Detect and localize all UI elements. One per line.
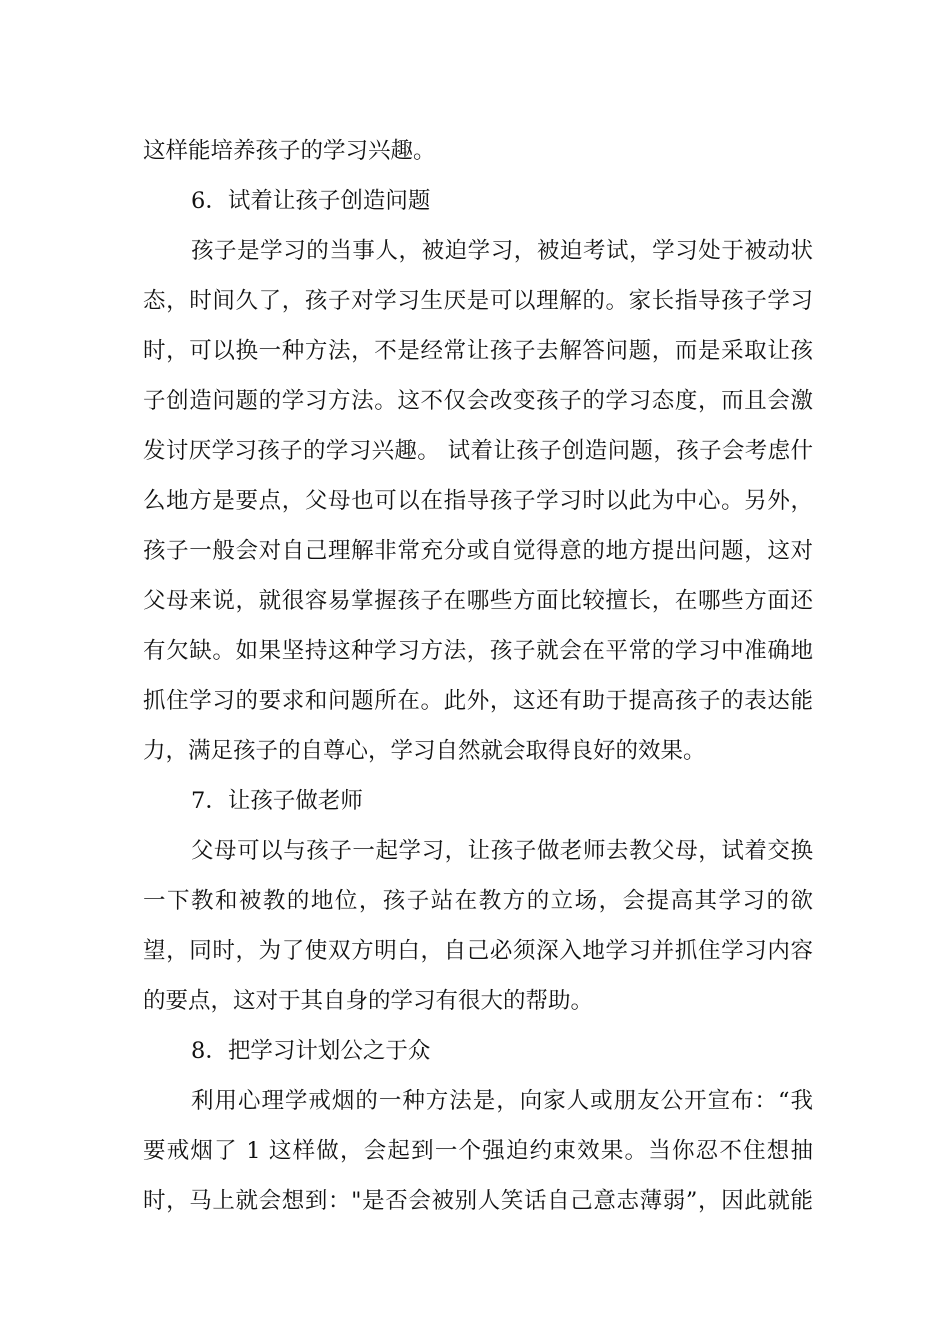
paragraph-line: 望，同时，为了使双方明白，自己必须深入地学习并抓住学习内容 xyxy=(143,938,813,964)
paragraph-line: 态，时间久了，孩子对学习生厌是可以理解的。家长指导孩子学习 xyxy=(143,288,813,314)
section-heading: 8．把学习计划公之于众 xyxy=(191,1038,431,1064)
paragraph-line: 抓住学习的要求和问题所在。此外，这还有助于提高孩子的表达能 xyxy=(143,688,813,714)
document-body xyxy=(143,126,813,1226)
paragraph-line: 这样能培养孩子的学习兴趣。 xyxy=(143,138,436,164)
paragraph-line: 子创造问题的学习方法。这不仅会改变孩子的学习态度，而且会激 xyxy=(143,388,813,414)
paragraph-line: 时，马上就会想到："是否会被别人笑话自己意志薄弱”，因此就能 xyxy=(143,1188,813,1214)
paragraph-line: 父母来说，就很容易掌握孩子在哪些方面比较擅长，在哪些方面还 xyxy=(143,588,813,614)
paragraph-line: 父母可以与孩子一起学习，让孩子做老师去教父母，试着交换 xyxy=(191,838,813,864)
paragraph-line: 发讨厌学习孩子的学习兴趣。 试着让孩子创造问题，孩子会考虑什 xyxy=(143,438,813,464)
paragraph-line: 利用心理学戒烟的一种方法是，向家人或朋友公开宣布：“我 xyxy=(191,1088,813,1114)
paragraph-line: 要戒烟了 1 这样做，会起到一个强迫约束效果。当你忍不住想抽 xyxy=(143,1138,813,1164)
paragraph-line: 的要点，这对于其自身的学习有很大的帮助。 xyxy=(143,988,594,1014)
paragraph-line: 时，可以换一种方法，不是经常让孩子去解答问题，而是采取让孩 xyxy=(143,338,813,364)
paragraph-line: 一下教和被教的地位，孩子站在教方的立场，会提高其学习的欲 xyxy=(143,888,813,914)
paragraph-line: 孩子是学习的当事人，被迫学习，被迫考试，学习处于被动状 xyxy=(191,238,813,264)
paragraph-line: 力，满足孩子的自尊心，学习自然就会取得良好的效果。 xyxy=(143,738,706,764)
section-heading: 7．让孩子做老师 xyxy=(191,788,363,814)
paragraph-line: 么地方是要点，父母也可以在指导孩子学习时以此为中心。另外， xyxy=(143,488,813,514)
paragraph-line: 有欠缺。如果坚持这种学习方法，孩子就会在平常的学习中准确地 xyxy=(143,638,813,664)
section-heading: 6．试着让孩子创造问题 xyxy=(191,188,431,214)
paragraph-line: 孩子一般会对自己理解非常充分或自觉得意的地方提出问题，这对 xyxy=(143,538,813,564)
